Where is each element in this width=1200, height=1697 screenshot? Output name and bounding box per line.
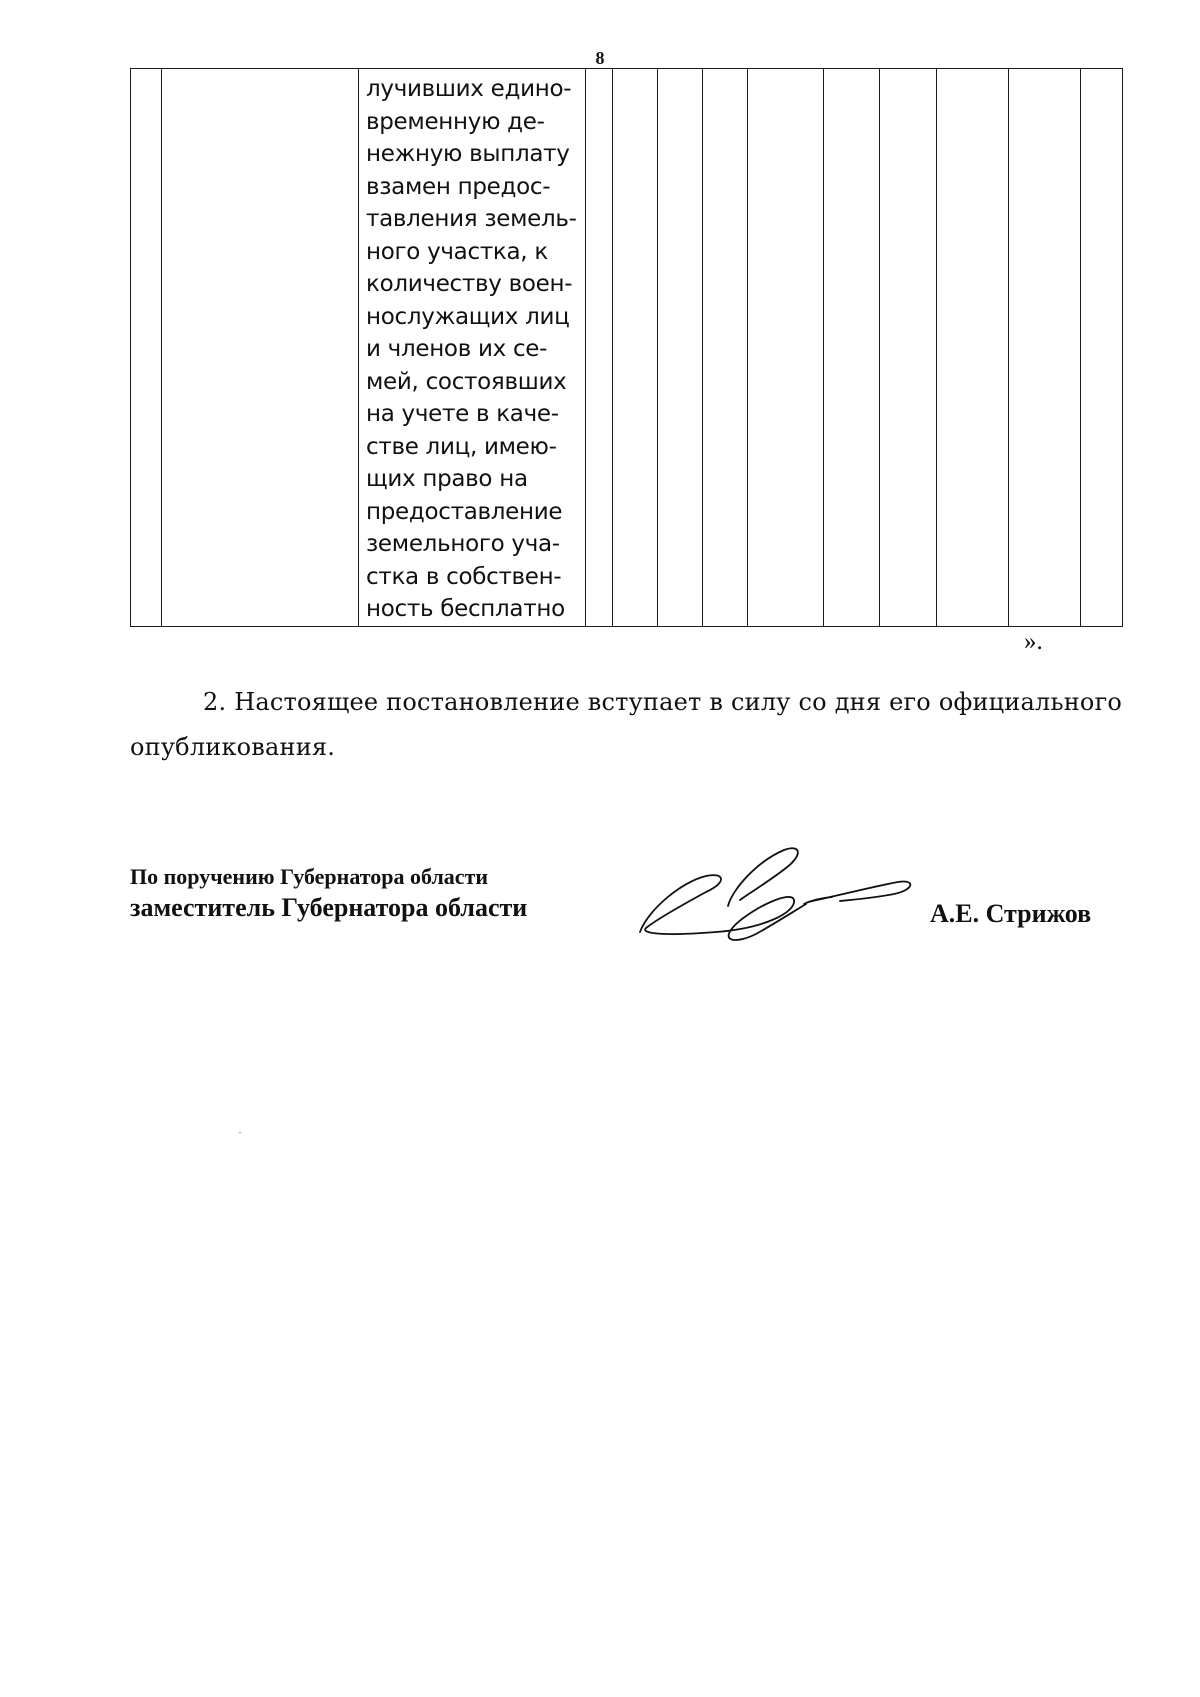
handwritten-signature (636, 820, 936, 950)
data-table (130, 68, 1123, 627)
cell-line: нослужащих лиц (366, 303, 570, 330)
table-cell-2 (162, 69, 359, 627)
table-cell-10 (880, 69, 937, 627)
cell-line: нежную выплату (366, 141, 570, 167)
cell-description-text (359, 69, 585, 626)
table-cell-1 (131, 69, 162, 627)
table-cell-7 (703, 69, 748, 627)
cell-line: щих право на (366, 466, 528, 492)
signatory-name: А.Е. Стрижов (930, 899, 1092, 928)
table-cell-description (359, 69, 586, 627)
table-cell-5 (613, 69, 658, 627)
table-cell-12 (1009, 69, 1081, 627)
closing-quote: ». (1024, 628, 1043, 655)
cell-line: ного участка, к (366, 238, 548, 265)
cell-line: и членов их се- (366, 336, 548, 362)
cell-line: количеству воен- (366, 271, 573, 297)
table-cell-4 (586, 69, 613, 627)
signatory-role-line-2: заместитель Губернатора области (130, 893, 528, 922)
cell-line: ность бесплатно (366, 596, 565, 622)
cell-line: тавления земель- (366, 206, 577, 232)
cell-line: предоставление (366, 498, 563, 525)
cell-line: временную де- (366, 108, 545, 135)
cell-line: на учете в каче- (366, 401, 559, 427)
table-cell-9 (824, 69, 880, 627)
cell-line: взамен предос- (366, 173, 551, 200)
cell-line: мей, состоявших (366, 368, 567, 395)
table-row (131, 69, 1123, 627)
page-number: 8 (595, 48, 605, 68)
signatory-role-line-1: По поручению Губернатора области (130, 864, 489, 889)
table-cell-11 (937, 69, 1009, 627)
cell-line: стка в собствен- (366, 563, 562, 590)
table-cell-13 (1081, 69, 1123, 627)
scan-speck (239, 1132, 241, 1133)
table-cell-8 (748, 69, 824, 627)
table-cell-6 (658, 69, 703, 627)
cell-line: стве лиц, имею- (366, 433, 557, 460)
paragraph-effective-date: 2. Настоящее постановление вступает в силу со дня его официального опубликования. (130, 688, 1122, 761)
cell-line: земельного уча- (366, 531, 560, 557)
cell-line: лучивших едино- (366, 76, 572, 102)
